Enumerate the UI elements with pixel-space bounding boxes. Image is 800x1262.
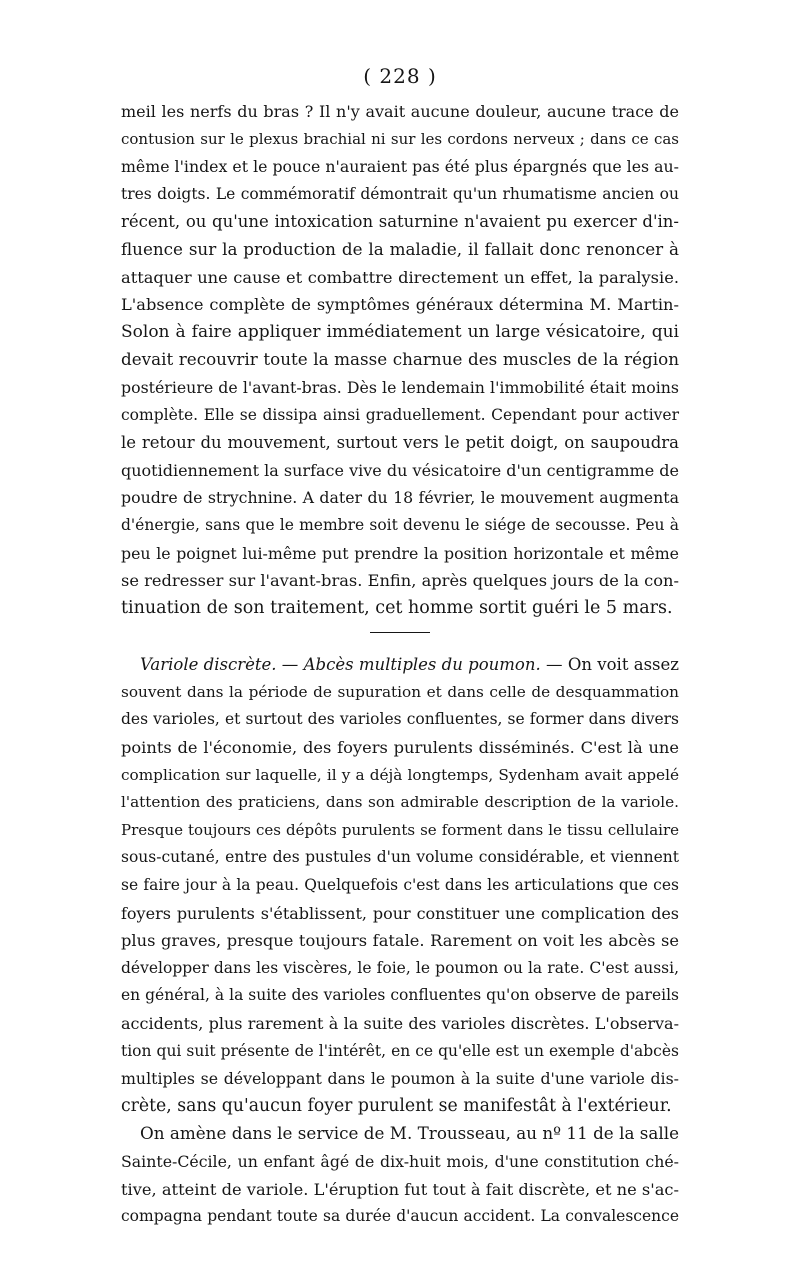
text-line: tinuation de son traitement, cet homme sortit guéri le 5 mars. bbox=[121, 597, 673, 618]
text-line: quotidiennement la surface vive du vésicatoire d'un centigramme de bbox=[121, 460, 679, 480]
section-heading-line bbox=[121, 651, 679, 679]
text-line: développer dans les viscères, le foie, le poumon ou la rate. C'est aussi, bbox=[121, 958, 679, 977]
text-line: même l'index et le pouce n'auraient pas été plus épargnés que les au- bbox=[121, 157, 679, 177]
text-line: d'énergie, sans que le membre soit devenu le siége de secousse. Peu à bbox=[121, 515, 679, 534]
text-line: l'attention des praticiens, dans son admirable description de la variole. bbox=[121, 793, 679, 812]
text-line: accidents, plus rarement à la suite des varioles discrètes. L'observa- bbox=[121, 1014, 679, 1033]
text-line: des varioles, et surtout des varioles confluentes, se former dans divers bbox=[121, 710, 679, 729]
text-line: devait recouvrir toute la masse charnue des muscles de la région bbox=[121, 349, 679, 370]
text-line: crète, sans qu'aucun foyer purulent se manifestât à l'extérieur. bbox=[121, 1095, 672, 1116]
text-line: On amène dans le service de M. Trousseau, au nº 11 de la salle bbox=[140, 1123, 679, 1144]
paragraph-2 bbox=[121, 651, 679, 1120]
text-line: récent, ou qu'une intoxication saturnine n'avaient pu exercer d'in- bbox=[121, 212, 679, 232]
section-heading: Variole discrète. — Abcès multiples du poumon. bbox=[140, 655, 541, 675]
text-line: fluence sur la production de la maladie, il fallait donc renoncer à bbox=[121, 238, 679, 259]
text-line: postérieure de l'avant-bras. Dès le lendemain l'immobilité était moins bbox=[121, 377, 679, 397]
text-line: Solon à faire appliquer immédiatement un large vésicatoire, qui bbox=[121, 321, 679, 342]
text-line: peu le poignet lui-même put prendre la position horizontale et même bbox=[121, 543, 679, 563]
text-line: sous-cutané, entre des pustules d'un volume considérable, et viennent bbox=[121, 848, 679, 867]
text-line: Presque toujours ces dépôts purulents se forment dans le tissu cellulaire bbox=[121, 820, 679, 839]
text-line: le retour du mouvement, surtout vers le petit doigt, on saupoudra bbox=[121, 433, 679, 453]
text-line: contusion sur le plexus brachial ni sur les cordons nerveux ; dans ce cas bbox=[121, 129, 679, 148]
text-line: en général, à la suite des varioles confluentes qu'on observe de pareils bbox=[121, 986, 679, 1005]
text-line: compagna pendant toute sa durée d'aucun accident. La convalescence bbox=[121, 1207, 679, 1226]
heading-line-rest: On voit assez bbox=[567, 655, 679, 675]
text-line: tres doigts. Le commémoratif démontrait qu'un rhumatisme ancien ou bbox=[121, 184, 679, 203]
text-line: plus graves, presque toujours fatale. Rarement on voit les abcès se bbox=[121, 931, 679, 951]
text-line: points de l'économie, des foyers purulents disséminés. C'est là une bbox=[121, 738, 679, 758]
text-line: se redresser sur l'avant-bras. Enfin, après quelques jours de la con- bbox=[121, 571, 679, 591]
text-line: tion qui suit présente de l'intérêt, en ce qu'elle est un exemple d'abcès bbox=[121, 1041, 679, 1060]
text-line: Sainte-Cécile, un enfant âgé de dix-huit mois, d'une constitution ché- bbox=[121, 1151, 679, 1171]
text-line: complète. Elle se dissipa ainsi graduellement. Cependant pour activer bbox=[121, 405, 679, 424]
text-line: L'absence complète de symptômes généraux détermina M. Martin- bbox=[121, 295, 679, 315]
paragraph-3 bbox=[121, 1120, 679, 1230]
text-line: poudre de strychnine. A dater du 18 février, le mouvement augmenta bbox=[121, 488, 679, 508]
text-line: meil les nerfs du bras ? Il n'y avait aucune douleur, aucune trace de bbox=[121, 102, 679, 121]
text-line: se faire jour à la peau. Quelquefois c'est dans les articulations que ces bbox=[121, 876, 679, 895]
heading-dash: — bbox=[540, 655, 568, 675]
text-line: multiples se développant dans le poumon à la suite d'une variole dis- bbox=[121, 1069, 679, 1089]
text-line: complication sur laquelle, il y a déjà longtemps, Sydenham avait appelé bbox=[121, 765, 679, 784]
page-number: ( 228 ) bbox=[363, 64, 437, 88]
paragraph-1 bbox=[121, 98, 679, 622]
text-line: foyers purulents s'établissent, pour constituer une complication des bbox=[121, 903, 679, 923]
text-line: attaquer une cause et combattre directement un effet, la paralysie. bbox=[121, 267, 679, 287]
text-line: tive, atteint de variole. L'éruption fut tout à fait discrète, et ne s'ac- bbox=[121, 1179, 679, 1199]
text-line: souvent dans la période de supuration et dans celle de desquammation bbox=[121, 682, 679, 701]
document-page bbox=[121, 64, 679, 1231]
section-separator bbox=[370, 632, 430, 633]
